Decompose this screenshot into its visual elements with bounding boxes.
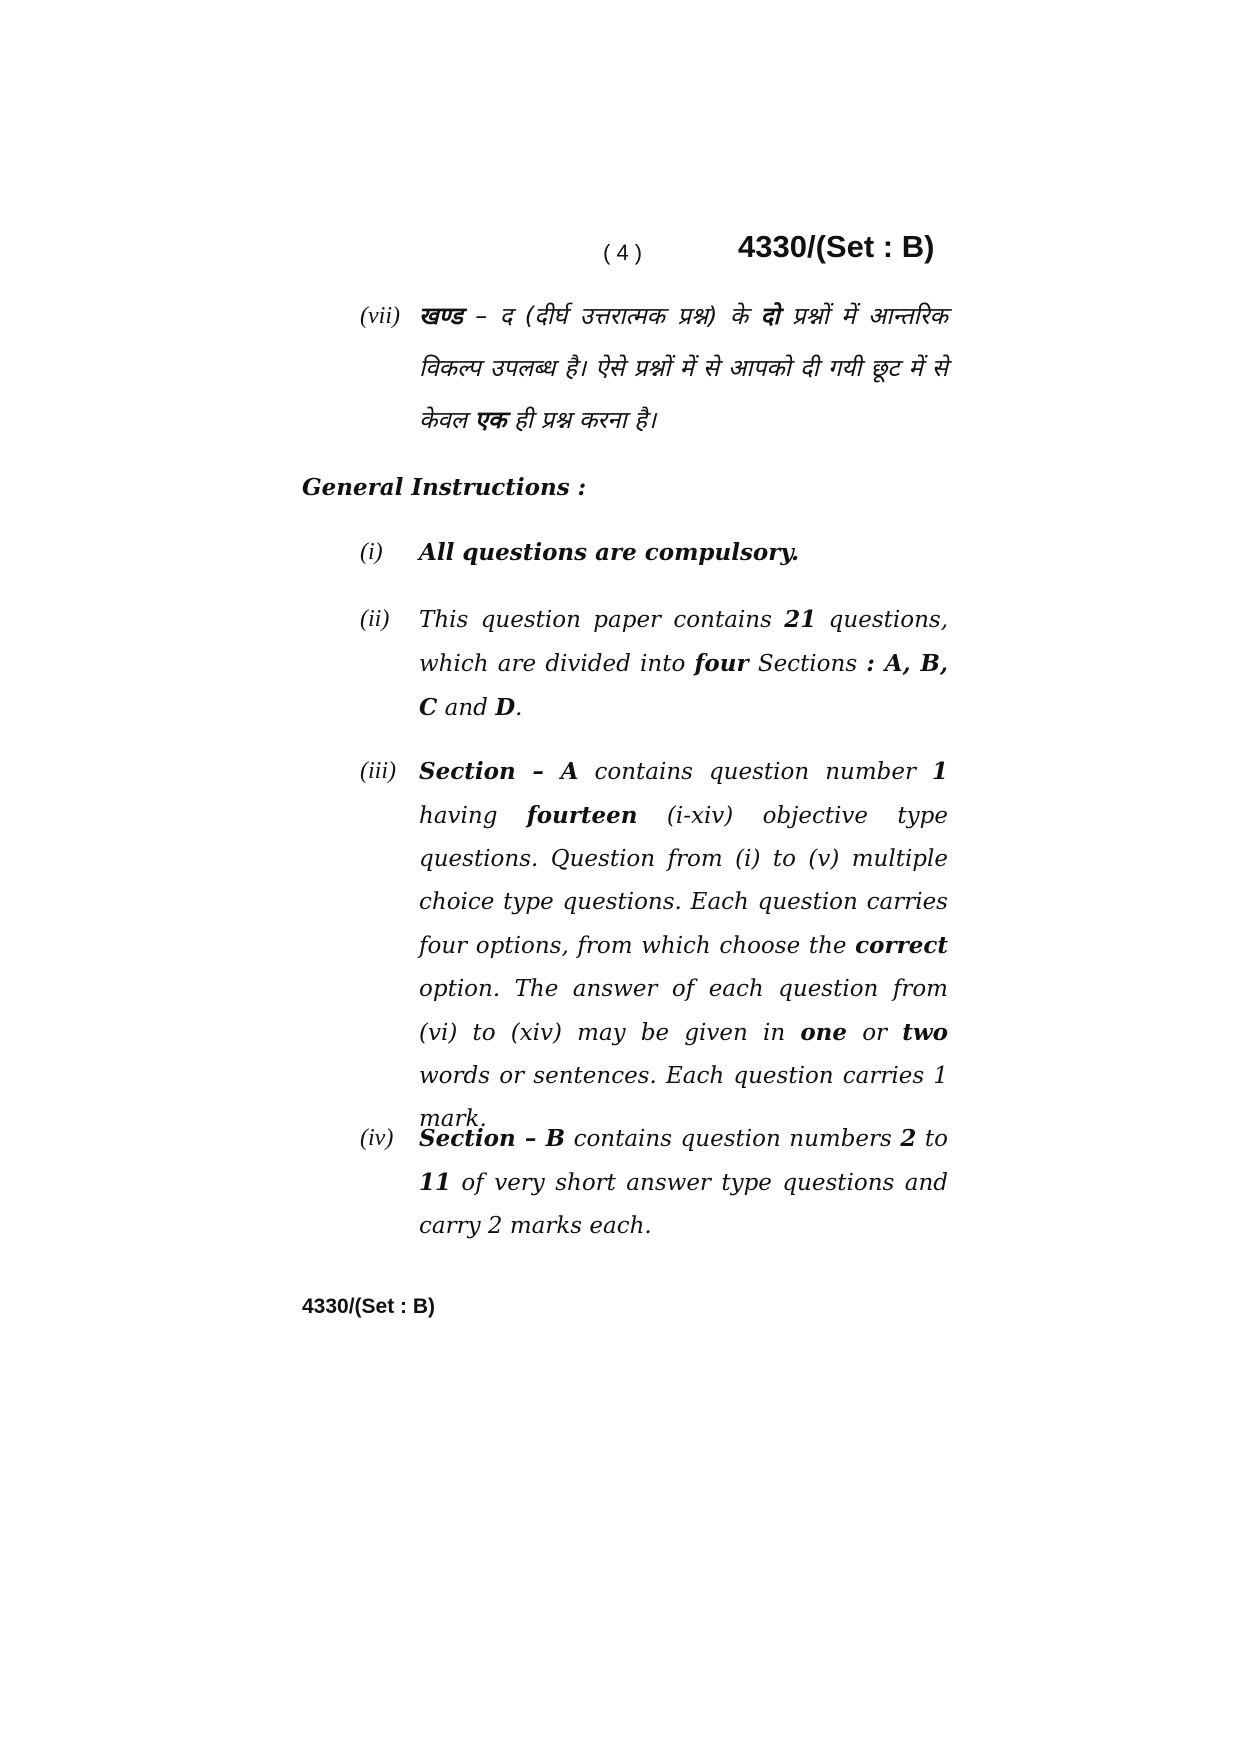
paper-code-footer: 4330/(Set : B): [302, 1295, 436, 1318]
item-text: Section – B contains question numbers 2 to 11 of very short answer type questions and carry 2 marks each.: [419, 1125, 948, 1239]
paper-code-header: 4330/(Set : B): [738, 229, 935, 264]
instruction-i: [360, 531, 948, 575]
item-marker: (i): [360, 539, 383, 565]
item-text: खण्ड – द (दीर्घ उत्तरात्मक प्रश्न) के दो प्रश्नों में आन्तरिक विकल्प उपलब्ध है। ऐसे प्रश्नों में से आपको दी गयी छूट में से केवल एक ही प्रश्न करना है।: [419, 302, 948, 434]
item-text: Section – A contains question number 1 having fourteen (i-xiv) objective type questions. Question from (i) to (v) multiple choice type questions. Each question carries four options, from which choose the correct option. The answer of each question from (vi) to (xiv) may be given in one or two words or sentences. Each question carries 1 mark.: [419, 758, 948, 1132]
item-marker: (vii): [360, 303, 400, 329]
instruction-iii: [360, 750, 948, 1141]
item-text: This question paper contains 21 questions, which are divided into four Sections : A, B, C and D.: [419, 606, 949, 721]
instruction-iv: [360, 1117, 948, 1248]
item-text: All questions are compulsory.: [419, 539, 800, 566]
general-instructions-heading: General Instructions :: [302, 474, 587, 501]
item-marker: (iii): [360, 758, 396, 784]
item-marker: (ii): [360, 606, 390, 632]
instruction-ii: [360, 598, 948, 730]
hindi-instruction-vii: [360, 290, 948, 446]
item-marker: (iv): [360, 1125, 394, 1151]
page-number: ( 4 ): [603, 240, 643, 265]
